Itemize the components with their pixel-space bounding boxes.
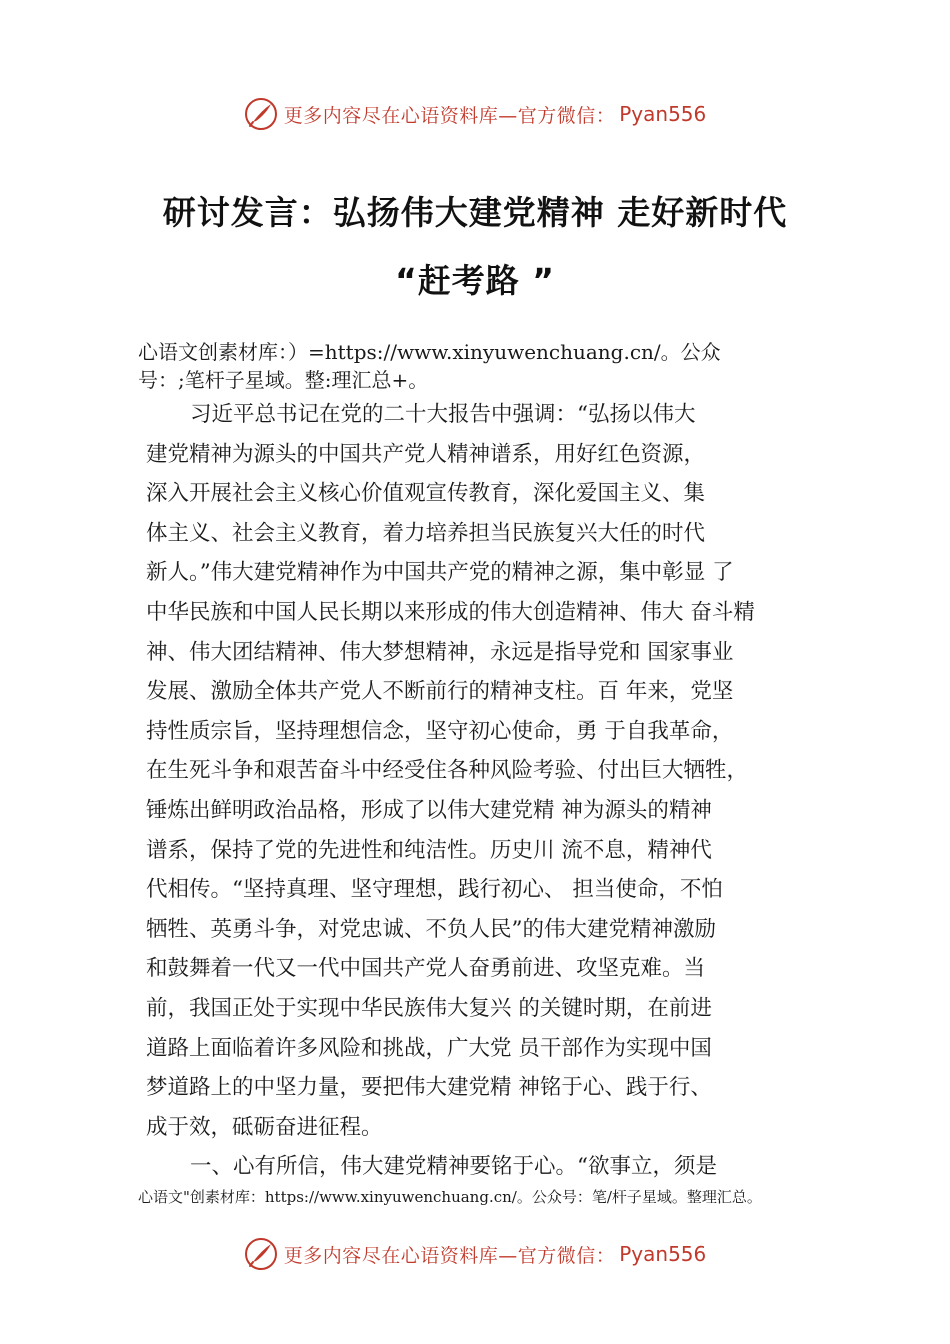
body-line: 深入开展社会主义核心价值观宣传教育，深化爱国主义、集: [146, 481, 706, 507]
body-line: 新人。”伟大建党精神作为中国共产党的精神之源，集中彰显 了: [146, 560, 734, 586]
body-line: 神、伟大团结精神、伟大梦想精神，永远是指导党和 国家事业: [146, 639, 734, 665]
source-attribution: [138, 338, 838, 394]
body-line: 梦道路上的中坚力量，要把伟大建党精 神铭于心、践于行、: [146, 1075, 712, 1101]
body-line: 习近平总书记在党的二十大报告中强调：“弘扬以伟大: [190, 402, 696, 427]
body-line: 持性质宗旨，坚持理想信念，坚守初心使命，勇 于自我革命，: [146, 718, 734, 744]
footer-banner: [0, 1234, 950, 1274]
header-banner: [0, 94, 950, 134]
body-line: 在生死斗争和艰苦奋斗中经受住各种风险考验、付出巨大牺牲，: [146, 758, 749, 784]
body-line: 体主义、社会主义教育，着力培养担当民族复兴大任的时代: [146, 520, 706, 546]
section-heading-line: 一、心有所信，伟大建党精神要铭于心。“欲事立，须是: [190, 1154, 717, 1180]
body-line: 和鼓舞着一代又一代中国共产党人奋勇前进、攻坚克难。当: [146, 956, 706, 982]
quill-pen-logo-icon: [244, 97, 278, 131]
banner-wechat-id: Pyan556: [619, 1242, 707, 1266]
document-body: [146, 395, 836, 1187]
body-line: 前，我国正处于实现中华民族伟大复兴 的关键时期，在前进: [146, 995, 712, 1021]
source-line-1: 心语文创素材库：）=https://www.xinyuwenchuang.cn/。公众: [138, 340, 721, 364]
body-line: 中华民族和中国人民长期以来形成的伟大创造精神、伟大 奋斗精: [146, 599, 755, 625]
body-line: 建党精神为源头的中国共产党人精神谱系，用好红色资源，: [146, 441, 706, 467]
footer-source-note: 心语文"创素材库：https://www.xinyuwenchuang.cn/。公众号：笔/杆子星域。整理汇总。: [138, 1188, 762, 1206]
body-line: 牺牲、英勇斗争，对党忠诚、不负人民”的伟大建党精神激励: [146, 916, 716, 942]
document-title-line-1: 研讨发言：弘扬伟大建党精神 走好新时代: [162, 193, 788, 232]
banner-wechat-id: Pyan556: [619, 102, 707, 126]
body-line: 成于效，砥砺奋进征程。: [146, 1114, 383, 1140]
document-title-line-2: “赶考路 ”: [395, 261, 555, 300]
body-line: 谱系，保持了党的先进性和纯洁性。历史川 流不息，精神代: [146, 837, 712, 863]
quill-pen-logo-icon: [244, 1237, 278, 1271]
body-line: 道路上面临着许多风险和挑战，广大党 员干部作为实现中国: [146, 1035, 712, 1061]
banner-text: 更多内容尽在心语资料库—官方微信：: [283, 1244, 616, 1267]
body-line: 发展、激励全体共产党人不断前行的精神支柱。百 年来，党坚: [146, 679, 734, 705]
body-line: 锤炼出鲜明政治品格，形成了以伟大建党精 神为源头的精神: [146, 797, 712, 823]
source-line-2: 号：;笔杆子星域。整:理汇总+。: [138, 368, 429, 392]
body-line: 代相传。“坚持真理、坚守理想，践行初心、 担当使命，不怕: [146, 877, 723, 903]
banner-text: 更多内容尽在心语资料库—官方微信：: [283, 104, 616, 127]
